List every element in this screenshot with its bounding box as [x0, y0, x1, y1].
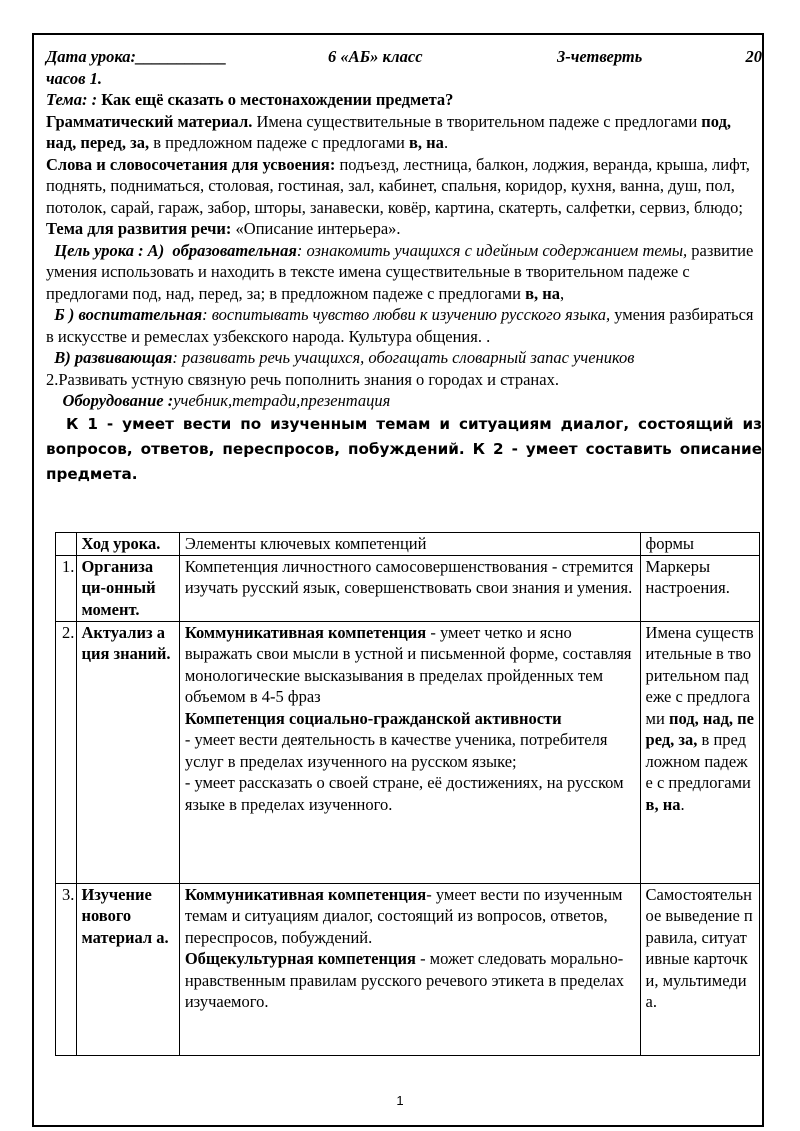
lesson-header [46, 46, 762, 68]
header-competencies: Элементы ключевых компетенций [179, 533, 640, 556]
vocabulary-label: Слова и словосочетания для усвоения: [46, 154, 336, 174]
row-num: 3. [56, 883, 77, 1055]
class-label: 6 «АБ» класс [328, 47, 423, 66]
competence-text: - умеет вести деятельность в качестве ученика, потребителя услуг в пределах изученного на русском языке; [184, 730, 608, 771]
forms-text: в предложном падеже с предлогами [645, 730, 751, 792]
lesson-topic [46, 89, 762, 111]
competence-text: - умеет четко и ясно выражать свои мысли в устной и письменной форме, составляя монологические высказывания в пределах пройденных тем объемом в 4-5 фраз [184, 622, 632, 706]
competence-text: - умеет вести по изученным темам и ситуациям диалог, состоящий из вопросов, ответов, переспросов, побуждений. [184, 884, 623, 947]
goal-c-italic: : развивать речь учащихся, обогащать словарный запас учеников [172, 348, 635, 367]
forms-text: . [680, 794, 685, 814]
goal-b-text: умения разбираться в искусстве и ремеслах узбекского народа. Культура общения. . [46, 305, 758, 346]
header-forms: формы [640, 533, 759, 556]
speech-topic-text: «Описание интерьера». [231, 219, 401, 238]
grammar-label: Грамматический материал. [46, 111, 253, 131]
forms-text: Имена существительные в творительном падеже с предлогами [645, 622, 754, 728]
goal-a-label: Цель урока : А) образовательная [46, 240, 297, 260]
competence-goal-line-2: вопросов, ответов, переспросов, побуждений. К 2 - умеет составить описание [46, 439, 762, 458]
competence-goal-line-3: предмета. [46, 464, 138, 483]
quarter-label: 3-четверть [557, 47, 643, 66]
goal-a-italic: : ознакомить учащихся с идейным содержанием темы, [296, 240, 688, 260]
row-step: Изучение нового материал а. [77, 883, 179, 1055]
vocabulary-text: подъезд, лестница, балкон, лоджия, веранда, крыша, лифт, поднять, подниматься, столовая, гостиная, зал, кабинет, спальня, коридор, кухня, ванна, душ, пол, потолок, сарай, гараж, забор, шторы, занавески, ковёр, картина, скатерть, салфетки, сервиз, блюдо; [46, 154, 750, 217]
goal-a-text: развитие умения использовать и находить в тексте имена существительные в творительном падеже с предлогами под, над, перед, за; в предложном падеже с предлогами [46, 240, 758, 303]
competence-text: - может следовать морально-нравственным правилам русского речевого этикета в пределах изучаемого. [184, 949, 625, 1011]
row-competencies [179, 621, 640, 883]
goal-educational [46, 240, 762, 305]
equipment [46, 390, 762, 412]
grammar-text-end: . [443, 133, 449, 152]
grammar-prepositions-2: в, на [409, 133, 444, 152]
row-forms [640, 621, 759, 883]
table-header-row [56, 533, 760, 556]
table-row [56, 621, 760, 883]
row-forms: Самостоятельное выведение правила, ситуативные карточки, мультимедиа. [640, 883, 759, 1055]
lesson-date: Дата урока:___________ [46, 47, 227, 66]
grammar-prepositions: под, над, перед, за, [46, 111, 732, 152]
competence-title: Коммуникативная компетенция [184, 622, 427, 642]
equipment-label: Оборудование : [46, 391, 174, 410]
speech-topic [46, 218, 762, 240]
goal-a-end: , [560, 283, 565, 303]
grammar-text: Имена существительные в творительном падеже с предлогами [252, 111, 702, 131]
goal-b-italic: : воспитывать чувство любви к изучению русского языка, [202, 305, 611, 324]
lesson-table [55, 532, 760, 1056]
equipment-text: учебник,тетради,презентация [173, 391, 391, 410]
competence-title: Общекультурная компетенция [184, 949, 416, 968]
topic-text: Как ещё сказать о местонахождении предмета? [97, 90, 454, 109]
row-num: 1. [56, 555, 77, 621]
competence-goal-line-1: К 1 - умеет вести по изученным темам и ситуациям диалог, состоящий из [66, 414, 762, 433]
page-number: 1 [396, 1093, 404, 1108]
hours-label: часов 1. [46, 68, 102, 88]
goal-developing [46, 347, 762, 369]
row-competencies [179, 883, 640, 1055]
grammar-material [46, 111, 762, 154]
lesson-plan-body [46, 46, 762, 487]
header-step: Ход урока. [77, 533, 179, 556]
header-num [56, 533, 77, 556]
row-forms: Маркеры настроения. [640, 555, 759, 621]
goal-b-label: Б ) воспитательная [46, 305, 203, 324]
vocabulary [46, 154, 762, 219]
competence-title: Коммуникативная компетенция [184, 884, 427, 904]
competence-text: - умеет рассказать о своей стране, её достижениях, на русском языке в пределах изученного. [184, 773, 624, 814]
table-row [56, 883, 760, 1055]
speech-topic-label: Тема для развития речи: [46, 219, 232, 238]
table-row [56, 555, 760, 621]
forms-bold: в, на [645, 794, 681, 814]
competence-title: Компетенция социально-гражданской активности [184, 708, 562, 728]
goal-developing-2: 2.Развивать устную связную речь пополнить знания о городах и странах. [46, 369, 559, 389]
forms-bold: под, над, перед, за, [645, 708, 754, 749]
grammar-text-2: в предложном падеже с предлогами [149, 133, 410, 152]
row-step: Организа ци-онный момент. [77, 555, 179, 621]
goal-upbringing [46, 304, 762, 347]
topic-label: Тема: : [46, 90, 98, 109]
row-competencies: Компетенция личностного самосовершенствования - стремится изучать русский язык, совершенствовать свои знания и умения. [179, 555, 640, 621]
hours-count: 20 [745, 47, 762, 66]
goal-a-bold: в, на [525, 283, 561, 303]
row-num: 2. [56, 621, 77, 883]
goal-c-label: В) развивающая [46, 348, 173, 367]
row-step: Актуализ а ция знаний. [77, 621, 179, 883]
